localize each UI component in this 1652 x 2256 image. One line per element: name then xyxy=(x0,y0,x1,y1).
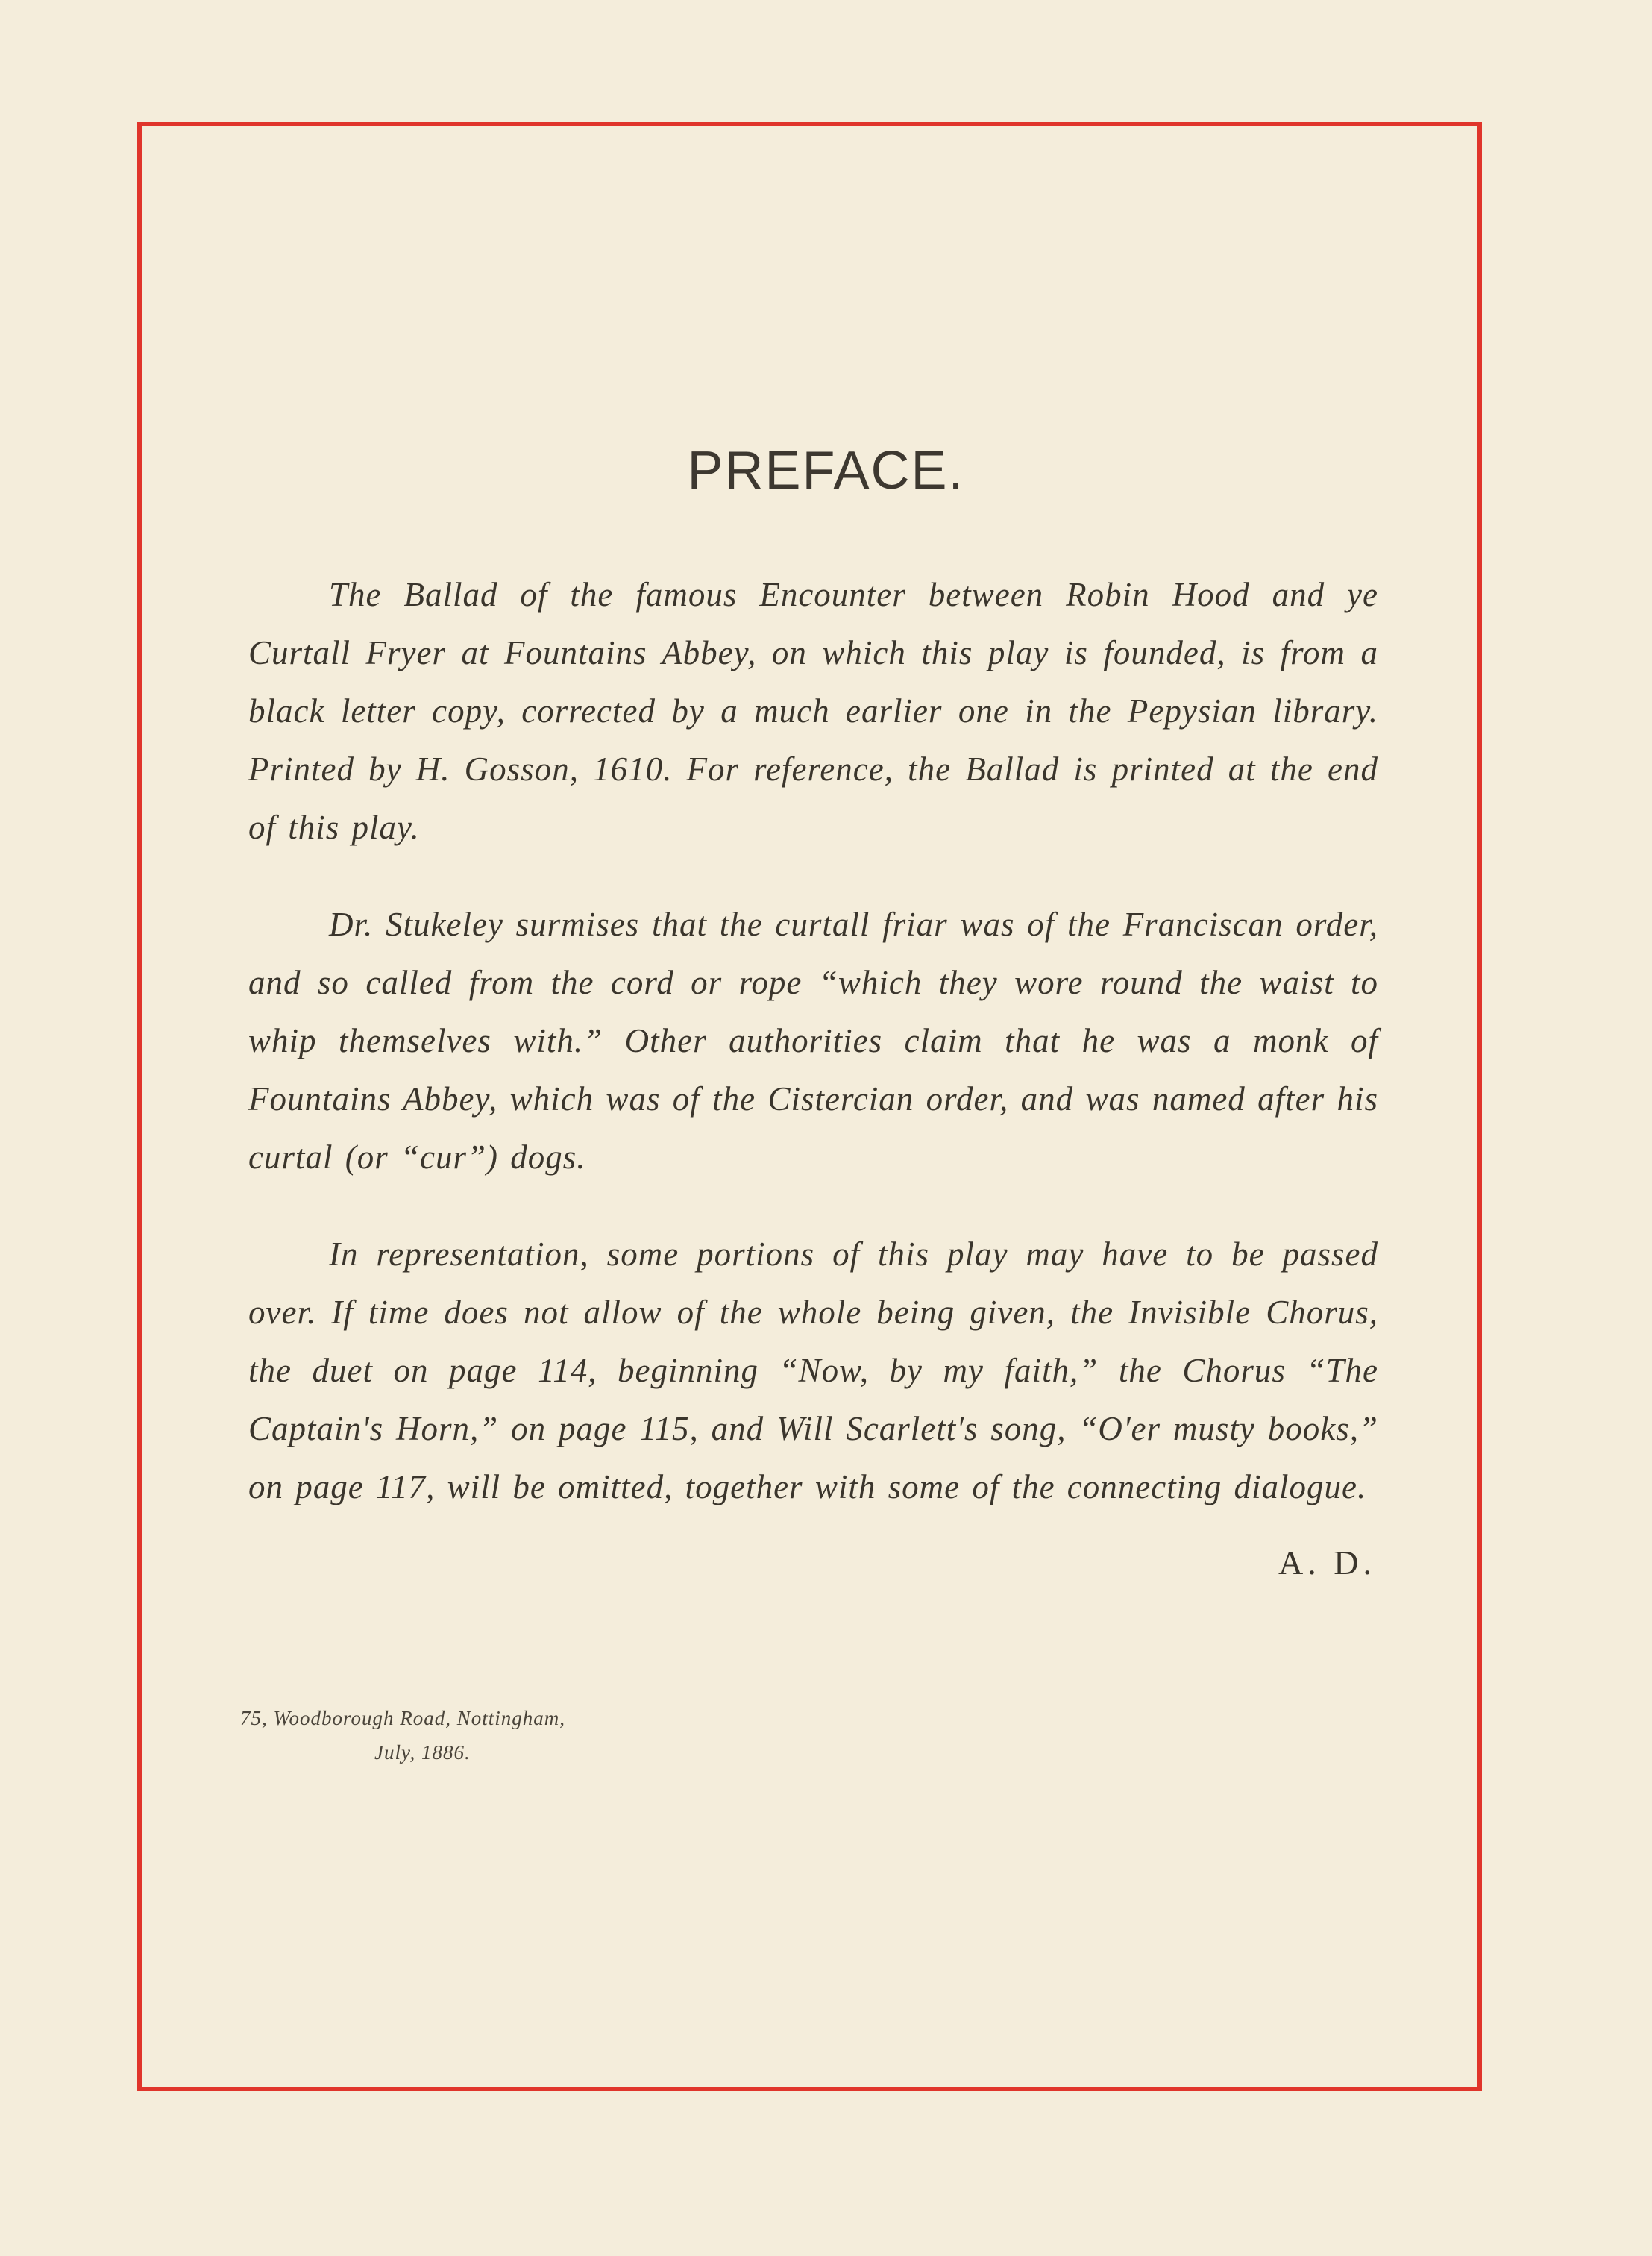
page-title: PREFACE. xyxy=(687,441,965,501)
date-line: July, 1886. xyxy=(374,1741,471,1764)
paragraph-representation: In representation, some portions of this play may have to be passed over. If time does not allow of the whole being given, the Invisible Chorus, the duet on page 114, beginning “Now, by my faith,” the Chorus “The Captain's Horn,” on page 115, and Will Scarlett's song, “O'er musty books,” on page 117, will be omitted, together with some of the connecting dialogue. xyxy=(248,1235,1378,1505)
author-signature: A. D. xyxy=(1278,1544,1376,1582)
preface-body xyxy=(248,565,1378,1555)
address-block xyxy=(240,1701,565,1770)
paragraph-curtall-friar: Dr. Stukeley surmises that the curtall friar was of the Franciscan order, and so called from the cord or rope “which they wore round the waist to whip themselves with.” Other authorities claim that he was a monk of Fountains Abbey, which was of the Cistercian order, and was named after his curtal (or “cur”) dogs. xyxy=(248,906,1378,1176)
address-line: 75, Woodborough Road, Nottingham, xyxy=(240,1707,566,1729)
paragraph-ballad-source: The Ballad of the famous Encounter between Robin Hood and ye Curtall Fryer at Fountains Abbey, on which this play is founded, is from a black letter copy, corrected by a much earlier one in the Pepysian library. Printed by H. Gosson, 1610. For reference, the Ballad is printed at the end of this play. xyxy=(248,576,1378,846)
